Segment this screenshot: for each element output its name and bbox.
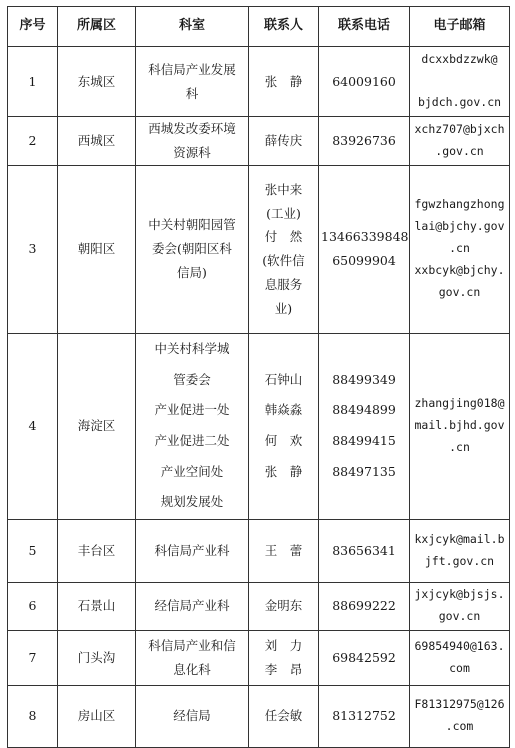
- table-row: [8, 117, 510, 166]
- phone-cell: [319, 47, 410, 117]
- table-body: [8, 47, 510, 748]
- dept-cell: [136, 165, 249, 333]
- phone-cell-line: 13466339848: [321, 229, 409, 245]
- contact-cell: [249, 117, 319, 166]
- dept-cell-line: 科信局产业科: [154, 542, 230, 558]
- phone-cell: [319, 630, 410, 685]
- table-row: [8, 685, 510, 747]
- district-cell: 东城区: [58, 47, 136, 117]
- contact-cell-line: 何 欢: [264, 433, 303, 448]
- contact-cell-line: (工业): [266, 205, 301, 221]
- table-row: [8, 630, 510, 685]
- dept-cell-line: 中关村科学城: [154, 341, 230, 357]
- phone-cell: [319, 582, 410, 630]
- contact-cell-line: 业): [274, 300, 293, 316]
- email-cell: [410, 519, 510, 582]
- email-cell-line: jft.gov.cn: [424, 553, 495, 568]
- email-cell-line: .gov.cn: [435, 143, 484, 158]
- district-cell: 西城区: [58, 117, 136, 166]
- dept-cell-line: 科: [185, 85, 199, 101]
- email-cell-line: jxjcyk@bjsjs.: [414, 587, 505, 602]
- dept-cell-line: 经信局: [173, 708, 211, 724]
- table-row: [8, 582, 510, 630]
- district-cell: 朝阳区: [58, 165, 136, 333]
- email-cell-line: zhangjing018@: [414, 396, 505, 411]
- phone-cell-line: 64009160: [332, 73, 396, 89]
- email-cell-line: gov.cn: [438, 284, 481, 299]
- phone-cell: [319, 165, 410, 333]
- dept-cell: [136, 519, 249, 582]
- table-row: [8, 47, 510, 117]
- dept-cell: [136, 630, 249, 685]
- contact-cell-line: 王 蕾: [264, 542, 303, 558]
- phone-cell-line: 69842592: [332, 649, 396, 665]
- email-cell-line: mail.bjhd.gov: [414, 418, 505, 433]
- phone-cell: [319, 333, 410, 519]
- contact-cell-line: 张中来: [264, 181, 303, 197]
- email-cell-line: .cn: [449, 241, 470, 256]
- email-cell: [410, 685, 510, 747]
- contact-cell-line: (软件信: [262, 253, 305, 268]
- row-number: 4: [8, 333, 58, 519]
- email-cell-line: .cn: [449, 439, 470, 454]
- dept-cell-line: 中关村朝阳园管: [148, 217, 236, 233]
- col-header-contact: 联系人: [249, 7, 319, 47]
- email-cell: [410, 117, 510, 166]
- contact-cell-line: 石钟山: [264, 371, 303, 387]
- phone-cell-line: 88699222: [332, 598, 396, 614]
- dept-cell-line: 科信局产业发展: [148, 61, 236, 77]
- contact-cell-line: 息服务: [264, 276, 303, 292]
- dept-cell: [136, 582, 249, 630]
- col-header-no: 序号: [8, 7, 58, 47]
- dept-cell-line: 经信局产业科: [154, 598, 230, 614]
- table-row: [8, 519, 510, 582]
- dept-cell-line: 产业促进二处: [154, 433, 230, 448]
- email-cell-line: [412, 71, 507, 93]
- phone-cell-line: 65099904: [332, 253, 396, 268]
- district-cell: 石景山: [58, 582, 136, 630]
- district-cell: 海淀区: [58, 333, 136, 519]
- phone-cell-line: 83656341: [332, 542, 396, 558]
- dept-cell: [136, 685, 249, 747]
- phone-cell-line: 88499415: [332, 433, 396, 448]
- phone-cell-line: 88499349: [332, 371, 396, 387]
- col-header-phone: 联系电话: [319, 7, 410, 47]
- district-cell: 丰台区: [58, 519, 136, 582]
- dept-cell-line: 产业空间处: [160, 463, 224, 479]
- email-cell-line: fgwzhangzhong: [414, 197, 505, 212]
- dept-cell-line: 西城发改委环境: [148, 121, 236, 136]
- contact-cell-line: 韩焱淼: [264, 402, 303, 418]
- contact-cell-line: 张 静: [264, 463, 303, 479]
- contact-table: [7, 6, 510, 748]
- email-cell-line: F81312975@126: [414, 697, 505, 712]
- row-number: 2: [8, 117, 58, 166]
- phone-cell-line: 81312752: [332, 708, 396, 724]
- email-cell: [410, 582, 510, 630]
- dept-cell-line: 资源科: [173, 144, 211, 160]
- phone-cell: [319, 117, 410, 166]
- email-cell-line: xchz707@bjxch: [414, 121, 505, 136]
- email-cell: [410, 333, 510, 519]
- email-cell: [410, 630, 510, 685]
- row-number: 1: [8, 47, 58, 117]
- contact-cell: [249, 47, 319, 117]
- col-header-dept: 科室: [136, 7, 249, 47]
- col-header-email: 电子邮箱: [410, 7, 510, 47]
- phone-cell-line: 88494899: [332, 402, 396, 418]
- email-cell-line: xxbcyk@bjchy.: [414, 262, 505, 277]
- email-cell-line: 69854940@163.: [414, 638, 505, 653]
- phone-cell: [319, 685, 410, 747]
- row-number: 6: [8, 582, 58, 630]
- row-number: 5: [8, 519, 58, 582]
- dept-cell: [136, 117, 249, 166]
- email-cell-line: kxjcyk@mail.b: [414, 531, 505, 546]
- dept-cell-line: 管委会: [173, 371, 211, 387]
- contact-cell-line: 薛传庆: [264, 132, 303, 148]
- row-number: 7: [8, 630, 58, 685]
- email-cell-line: dcxxbdzzwk@: [421, 51, 498, 66]
- phone-cell: [319, 519, 410, 582]
- header-row: [8, 7, 510, 47]
- contact-cell: [249, 630, 319, 685]
- contact-cell-line: 张 静: [264, 73, 303, 89]
- contact-cell-line: 任会敏: [264, 708, 303, 724]
- dept-cell-line: 产业促进一处: [154, 402, 230, 418]
- district-cell: 门头沟: [58, 630, 136, 685]
- dept-cell-line: 规划发展处: [160, 494, 224, 510]
- contact-cell: [249, 519, 319, 582]
- table-row: [8, 165, 510, 333]
- contact-cell: [249, 333, 319, 519]
- contact-cell: [249, 685, 319, 747]
- dept-cell-line: 息化科: [173, 661, 211, 677]
- dept-cell: [136, 47, 249, 117]
- col-header-district: 所属区: [58, 7, 136, 47]
- phone-cell-line: 83926736: [332, 132, 396, 148]
- contact-cell-line: 付 然: [264, 229, 303, 245]
- email-cell-line: bjdch.gov.cn: [417, 95, 502, 110]
- email-cell-line: com: [449, 660, 470, 675]
- row-number: 3: [8, 165, 58, 333]
- dept-cell-line: 信局): [177, 264, 207, 280]
- email-cell: [410, 165, 510, 333]
- contact-cell: [249, 165, 319, 333]
- district-cell: 房山区: [58, 685, 136, 747]
- dept-cell-line: 委会(朝阳区科: [152, 241, 232, 257]
- email-cell: [410, 47, 510, 117]
- contact-cell-line: 李 昂: [264, 661, 303, 677]
- email-cell-line: lai@bjchy.gov: [414, 219, 505, 234]
- dept-cell: [136, 333, 249, 519]
- email-cell-line: gov.cn: [438, 609, 481, 623]
- contact-cell-line: 刘 力: [264, 637, 303, 653]
- dept-cell-line: 科信局产业和信: [148, 637, 236, 653]
- row-number: 8: [8, 685, 58, 747]
- contact-cell-line: 金明东: [264, 598, 303, 614]
- table-row: [8, 333, 510, 519]
- email-cell-line: .com: [445, 719, 474, 733]
- contact-cell: [249, 582, 319, 630]
- phone-cell-line: 88497135: [332, 463, 396, 479]
